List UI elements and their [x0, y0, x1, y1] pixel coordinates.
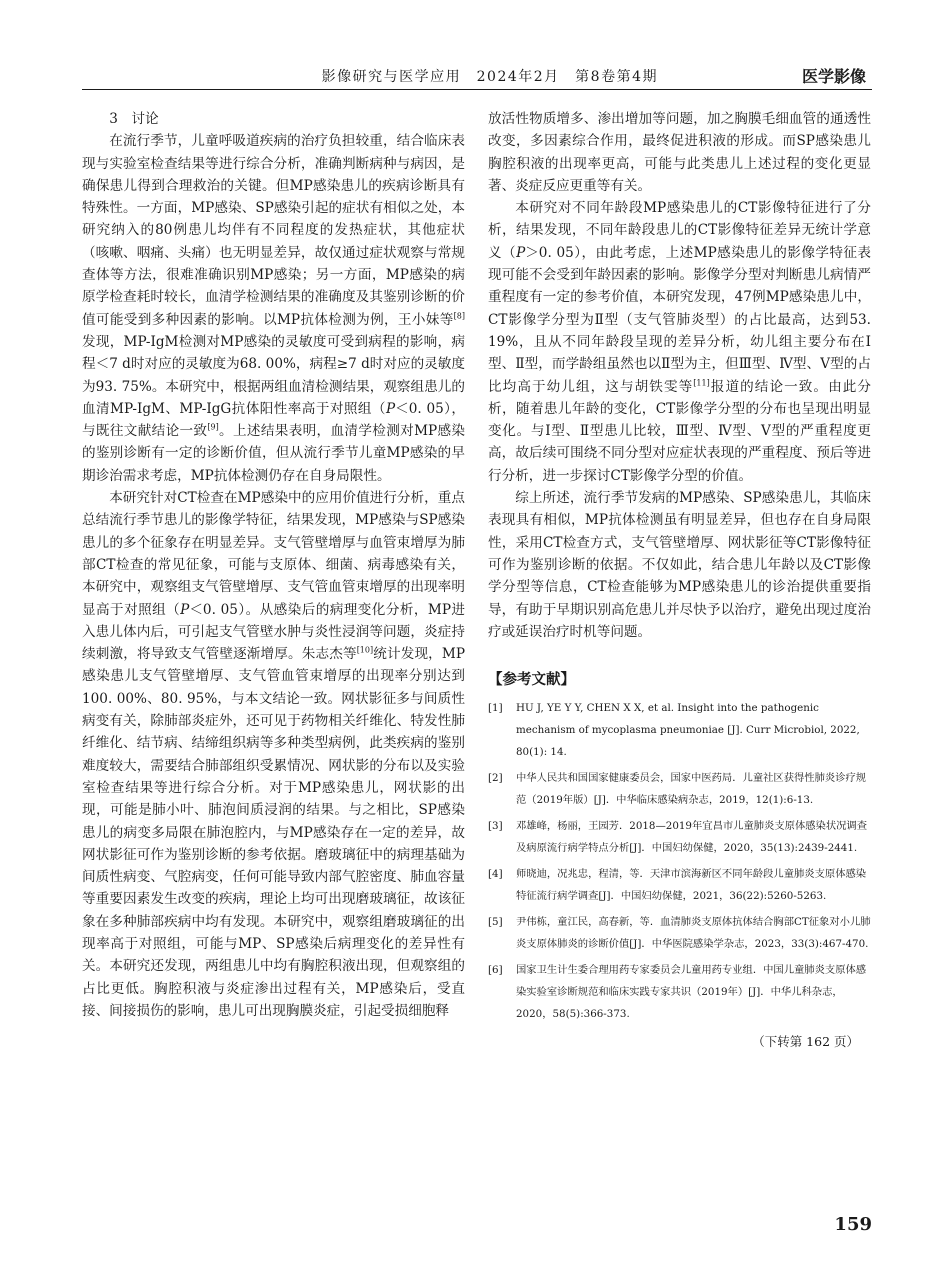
- text-run: 在流行季节，儿童呼吸道疾病的治疗负担较重，结合临床表现与实验室检查结果等进行综合分析，准确判断病种与病因，是确保患儿得到合理救治的关键。但MP感染患儿的疾病诊断具有特殊性。一方面，MP感染、SP感染引起的症状有相似之处，本研究纳入的80例患儿均伴有不同程度的发热症状，其他症状（咳嗽、咽痛、头痛）也无明显差异，故仅通过症状观察与常规查体等方法，很难准确识别MP感染；另一方面，MP感染的病原学检查耗时较长，血清学检测结果的准确度及其鉴别诊断的价值可能受到多种因素的影响。以MP抗体检测为例，王小妹等: [82, 133, 465, 328]
- reference-number: [4]: [488, 868, 503, 881]
- text-run: 本研究针对CT检查在MP感染中的应用价值进行分析，重点总结流行季节患儿的影像学特征，结果发现，MP感染与SP感染患儿的多个征象存在明显差异。支气管壁增厚与血管束增厚为肺部CT检查的常见征象，可能与支原体、细菌、病毒感染有关，本研究中，观察组支气管壁增厚、支气管血管束增厚的出现率明显高于对照组（: [82, 490, 465, 618]
- citation-ref: [8]: [453, 311, 465, 321]
- text-run: 统计发现，MP感染患儿支气管壁增厚、支气管血管束增厚的出现率分别达到100. 00%、80. 95%，与本文结论一致。网状影征多与间质性病变有关，除肺部炎症外，还可见于药物相关纤维化、特发性肺纤维化、结节病、结缔组织病等多种类型病例，此类疾病的鉴别难度较大，需要结合肺部组织受累情况、网状影的分布以及实验室检查结果等进行综合分析。对于MP感染患儿，网状影的出现，可能是肺小叶、肺泡间质浸润的结果。与之相比，SP感染患儿的病变多局限在肺泡腔内，与MP感染存在一定的差异，故网状影征可作为鉴别诊断的参考依据。磨玻璃征中的病理基础为间质性病变、气腔病变，任何可能导致内部气腔密度、肺血容量等重要因素发生改变的疾病，理论上均可出现磨玻璃征，故该征象在多种肺部疾病中均有发现。本研究中，观察组磨玻璃征的出现率高于对照组，可能与MP、SP感染后病理变化的差异性有关。本研究还发现，两组患儿中均有胸腔积液出现，但观察组的占比更低。胸腔积液与炎症渗出过程有关，MP感染后，受直接、间接损伤的影响，患儿可出现胸膜炎症，引起受损细胞释: [82, 646, 465, 1019]
- reference-number: [5]: [488, 916, 503, 929]
- text-run: 发现，MP-IgM检测对MP感染的灵敏度可受到病程的影响，病程＜7 d时对应的灵敏度为68. 00%，病程≥7 d时对应的灵敏度为93. 75%。本研究中，根据两组血清检测结果，观察组患儿的血清MP-IgM、MP-IgG抗体阳性率高于对照组（: [82, 333, 465, 417]
- citation-ref: [11]: [693, 378, 710, 388]
- citation-ref: [10]: [356, 645, 374, 655]
- reference-number: [3]: [488, 820, 503, 833]
- text-run: 。上述结果表明，血清学检测对MP感染的鉴别诊断有一定的诊断价值，但从流行季节儿童MP感染的早期诊治需求考虑，MP抗体检测仍存在自身局限性。: [82, 423, 465, 484]
- citation-ref: [9]: [207, 422, 219, 432]
- text-run: 报道的结论一致。由此分析，随着患儿年龄的变化，CT影像学分型的分布也呈现出明显变化。与Ⅰ型、Ⅱ型患儿比较，Ⅲ型、Ⅳ型、Ⅴ型的严重程度更高，故后续可围绕不同分型对应症状表现的严重程度、预后等进行分析，进一步探讨CT影像学分型的价值。: [488, 378, 871, 484]
- reference-item: [488, 863, 871, 907]
- page-number: 159: [834, 1214, 872, 1235]
- text-run: ＞0. 05），由此考虑，上述MP感染患儿的影像学特征表现可能不会受到年龄因素的影响。影像学分型对判断患儿病情严重程度有一定的参考价值，本研究发现，47例MP感染患儿中，CT影像学分型为Ⅱ型（支气管肺炎型）的占比最高，达到53. 19%，且从不同年龄段呈现的差异分析，幼儿组主要分布在Ⅰ型、Ⅱ型，而学龄组虽然也以Ⅱ型为主，但Ⅲ型、Ⅳ型、Ⅴ型的占比均高于幼儿组，这与胡铁雯等: [488, 244, 871, 395]
- reference-item: [488, 959, 871, 1025]
- section-title: 3 讨论: [109, 111, 159, 127]
- reference-item: [488, 815, 871, 859]
- section-label: 医学影像: [801, 67, 866, 86]
- reference-text: 邓雄峰，杨丽，王园芳．2018—2019年宜昌市儿童肺炎支原体感染状况调查及病原流行病学特点分析[J]．中国妇幼保健，2020，35(13):2439-2441.: [516, 820, 868, 855]
- paragraph-4: 综上所述，流行季节发病的MP感染、SP感染患儿，其临床表现具有相似，MP抗体检测虽有明显差异，但也存在自身局限性，采用CT检查方式，支气管壁增厚、网状影征等CT影像特征可作为鉴别诊断的依据。不仅如此，结合患儿年龄以及CT影像学分型等信息，CT检查能够为MP感染患儿的诊治提供重要指导，有助于早期识别高危患儿并尽快予以治疗，避免出现过度治疗或延误治疗时机等问题。: [488, 490, 871, 640]
- reference-number: [1]: [488, 702, 503, 715]
- references-heading: 【参考文献】: [488, 672, 575, 689]
- paragraph-2: [82, 487, 465, 1022]
- running-header: [82, 64, 872, 88]
- reference-item: [488, 911, 871, 955]
- reference-text: 中华人民共和国国家健康委员会，国家中医药局．儿童社区获得性肺炎诊疗规范（2019年版）[J]．中华临床感染病杂志，2019，12(1):6-13.: [516, 772, 867, 807]
- reference-item: [488, 767, 871, 811]
- text-run: 本研究对不同年龄段MP感染患儿的CT影像特征进行了分析，结果发现，不同年龄段患儿的CT影像特征差异无统计学意义（: [488, 200, 871, 261]
- reference-number: [6]: [488, 964, 503, 977]
- text-run: ＜0. 05）。从感染后的病理变化分析，MP进入患儿体内后，可引起支气管壁水肿与炎性浸润等问题，炎症持续刺激，将导致支气管壁逐渐增厚。朱志杰等: [82, 601, 465, 663]
- continued-note: （下转第 162 页）: [752, 1034, 859, 1050]
- reference-number: [2]: [488, 772, 503, 785]
- paragraph-continued: 放活性物质增多、渗出增加等问题，加之胸膜毛细血管的通透性改变，多因素综合作用，最终促进积液的形成。而SP感染患儿胸腔积液的出现率更高，可能与此类患儿上述过程的变化更显著、炎症反应更重等有关。: [488, 111, 871, 194]
- p-symbol: P: [180, 601, 190, 618]
- text-run: ＜0. 05），与既往文献结论一致: [82, 400, 465, 440]
- paragraph-3: [488, 197, 871, 487]
- reference-text: HU J, YE Y Y, CHEN X X, et al. Insight into the pathogenic mechanism of mycoplasma pneumoniae [J]. Curr Microbiol, 2022, 80(1): 14.: [516, 702, 860, 759]
- right-column: [488, 108, 871, 1190]
- reference-item: [488, 697, 871, 763]
- reference-text: 尹伟栋，童江民，高春新，等．血清肺炎支原体抗体结合胸部CT征象对小儿肺炎支原体肺炎的诊断价值[J]．中华医院感染学杂志，2023，33(3):467-470.: [516, 916, 871, 951]
- journal-issue-line: 影像研究与医学应用 2024年2月 第8卷第4期: [321, 69, 658, 85]
- left-column: [82, 108, 465, 1188]
- p-symbol: P: [385, 400, 396, 417]
- p-symbol: P: [516, 244, 526, 261]
- reference-text: 国家卫生计生委合理用药专家委员会儿童用药专业组．中国儿童肺炎支原体感染实验室诊断规范和临床实践专家共识（2019年）[J]．中华儿科杂志，2020，58(5):366-373.: [516, 964, 867, 1021]
- reference-list: [488, 697, 871, 1025]
- reference-text: 师晓迪，况兆忠，程清，等．天津市滨海新区不同年龄段儿童肺炎支原体感染特征流行病学调查[J]．中国妇幼保健，2021，36(22):5260-5263.: [516, 868, 867, 903]
- header-rule: [82, 89, 872, 90]
- paragraph-1: [82, 130, 465, 487]
